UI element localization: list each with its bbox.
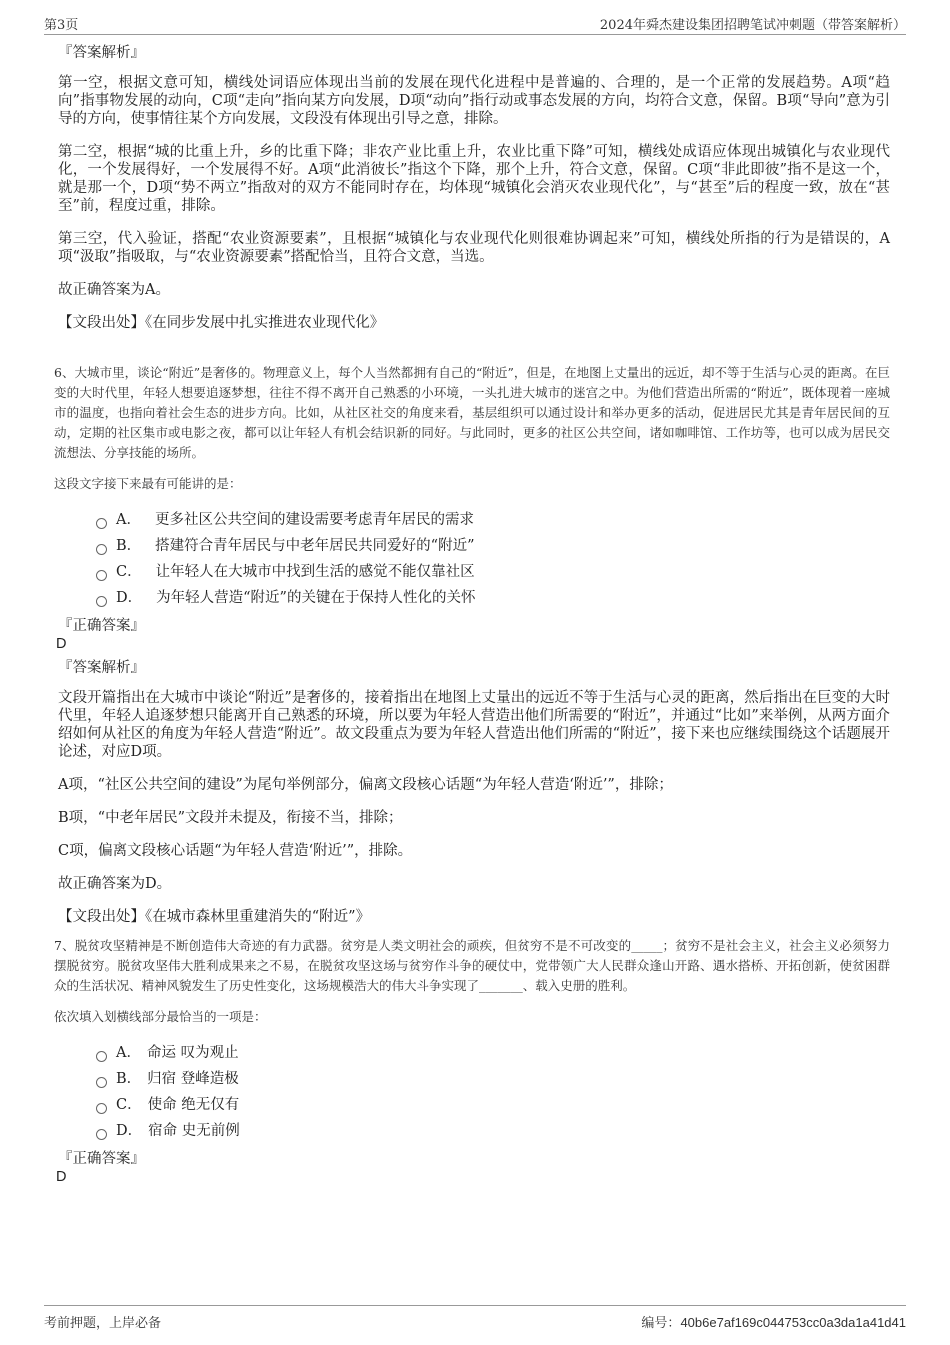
radio-icon[interactable]	[96, 1051, 107, 1062]
q7-correct-answer: D	[56, 1169, 67, 1185]
q5-analysis-paragraph: 第三空，代入验证，搭配“农业资源要素”，且根据“城镇化与农业现代化则很难协调起来”可知，横线处所指的行为是错误的，A项“汲取”指吸取，与“农业资源要素”搭配恰当，且符合文意，当选。	[58, 231, 890, 265]
q6-prompt: 这段文字接下来最有可能讲的是：	[54, 476, 242, 491]
q6-analysis-paragraph: A项，“社区公共空间的建设”为尾句举例部分，偏离文段核心话题“为年轻人营造‘附近’”，排除；	[58, 777, 673, 793]
q6-conclusion: 故正确答案为D。	[58, 876, 172, 892]
q7-option-a[interactable]: A． 命运 叹为观止	[96, 1040, 890, 1066]
q5-analysis-paragraph: 第一空，根据文意可知，横线处词语应体现出当前的发展在现代化进程中是普遍的、合理的，是一个正常的发展趋势。A项“趋向”指事物发展的动向，C项“走向”指向某方向发展，D项“动向”指行动或事态发展的方向，均符合文意，保留。B项“导向”意为引导的方向，使事情往某个方向发展，文段没有体现出引导之意，排除。	[58, 75, 890, 127]
q7-option-b[interactable]: B． 归宿 登峰造极	[96, 1066, 890, 1092]
q6-analysis-paragraph: B项，“中老年居民”文段并未提及，衔接不当，排除；	[58, 810, 403, 826]
q6-option-d[interactable]: D． 为年轻人营造“附近”的关键在于保持人性化的关怀	[96, 585, 890, 611]
page-footer	[44, 1305, 906, 1334]
q6-correct-answer: D	[56, 636, 67, 652]
footer-slogan: 考前押题，上岸必备	[44, 1316, 162, 1331]
q7-correct-label: 『正确答案』	[58, 1151, 145, 1167]
q6-option-c[interactable]: C． 让年轻人在大城市中找到生活的感觉不能仅靠社区	[96, 559, 890, 585]
q7-option-d[interactable]: D． 宿命 史无前例	[96, 1118, 890, 1144]
radio-icon[interactable]	[96, 596, 107, 607]
q7-prompt: 依次填入划横线部分最恰当的一项是：	[54, 1009, 267, 1024]
code-value: 40b6e7af169c044753cc0a3da1a41d41	[680, 1315, 906, 1330]
page-number: 第3页	[44, 18, 79, 33]
q6-options	[96, 507, 890, 611]
q6-analysis-label: 『答案解析』	[58, 660, 145, 676]
q6-correct-label: 『正确答案』	[58, 618, 145, 634]
q6-stem: 6、大城市里，谈论“附近”是奢侈的。物理意义上，每个人当然都拥有自己的“附近”，但是，在地图上丈量出的远近，却不等于生活与心灵的距离。在巨变的大时代里，年轻人想要追逐梦想，往往不得不离开自己熟悉的小环境，一头扎进大城市的迷宫之中。为他们营造出所需的“附近”，既体现着一座城市的温度，也指向着社会生态的进步方向。比如，从社区社交的角度来看，基层组织可以通过设计和举办更多的活动，促进居民尤其是青年居民间的互动，定期的社区集市或电影之夜，都可以让年轻人有机会结识新的同好。与此同时，更多的社区公共空间，诸如咖啡馆、工作坊等，也可以成为居民交流想法、分享技能的场所。	[54, 365, 890, 460]
q7-stem: 7、脱贫攻坚精神是不断创造伟大奇迹的有力武器。贫穷是人类文明社会的顽疾，但贫穷不是不可改变的_____；贫穷不是社会主义，社会主义必须努力摆脱贫穷。脱贫攻坚伟大胜利成果来之不易，在脱贫攻坚这场与贫穷作斗争的硬仗中，党带领广大人民群众逢山开路、遇水搭桥、开拓创新，使贫困群众的生活状况、精神风貌发生了历史性变化，这场规模浩大的伟大斗争实现了_______、载入史册的胜利。	[54, 938, 890, 993]
code-label: 编号：	[641, 1315, 681, 1330]
document-code	[641, 1312, 906, 1331]
radio-icon[interactable]	[96, 1103, 107, 1114]
q6-source: 【文段出处】《在城市森林里重建消失的“附近”》	[58, 909, 371, 925]
document-title: 2024年舜杰建设集团招聘笔试冲刺题（带答案解析）	[599, 18, 906, 33]
q7-options	[96, 1040, 890, 1144]
q7-option-c[interactable]: C． 使命 绝无仅有	[96, 1092, 890, 1118]
q6-analysis-paragraph: C项，偏离文段核心话题“为年轻人营造‘附近’”，排除。	[58, 843, 413, 859]
radio-icon[interactable]	[96, 1129, 107, 1140]
radio-icon[interactable]	[96, 570, 107, 581]
q6-option-b[interactable]: B． 搭建符合青年居民与中老年居民共同爱好的“附近”	[96, 533, 890, 559]
radio-icon[interactable]	[96, 544, 107, 555]
document-body	[54, 44, 890, 1192]
radio-icon[interactable]	[96, 518, 107, 529]
radio-icon[interactable]	[96, 1077, 107, 1088]
q5-conclusion: 故正确答案为A。	[58, 282, 170, 298]
q5-source: 【文段出处】《在同步发展中扎实推进农业现代化》	[58, 315, 385, 331]
page-header	[44, 12, 906, 35]
q5-analysis-label: 『答案解析』	[58, 45, 145, 61]
q5-analysis-paragraph: 第二空，根据“城的比重上升，乡的比重下降；非农产业比重上升，农业比重下降”可知，横线处成语应体现出城镇化与农业现代化，一个发展得好，一个发展得不好。A项“此消彼长”指这个下降，那个上升，符合文意，保留。C项“非此即彼”指不是这一个，就是那一个，D项“势不两立”指敌对的双方不能同时存在，均体现“城镇化会消灭农业现代化”，与“甚至”后的程度一致，放在“甚至”前，程度过重，排除。	[58, 144, 890, 214]
q6-analysis-paragraph: 文段开篇指出在大城市中谈论“附近”是奢侈的，接着指出在地图上丈量出的远近不等于生活与心灵的距离，然后指出在巨变的大时代里，年轻人追逐梦想只能离开自己熟悉的环境，所以要为年轻人营造出他们所需要的“附近”，并通过“比如”来举例，从两方面介绍如何从社区的角度为年轻人营造“附近”。故文段重点为要为年轻人营造出他们所需的“附近”，接下来也应继续围绕这个话题展开论述，对应D项。	[58, 690, 890, 760]
q6-option-a[interactable]: A． 更多社区公共空间的建设需要考虑青年居民的需求	[96, 507, 890, 533]
